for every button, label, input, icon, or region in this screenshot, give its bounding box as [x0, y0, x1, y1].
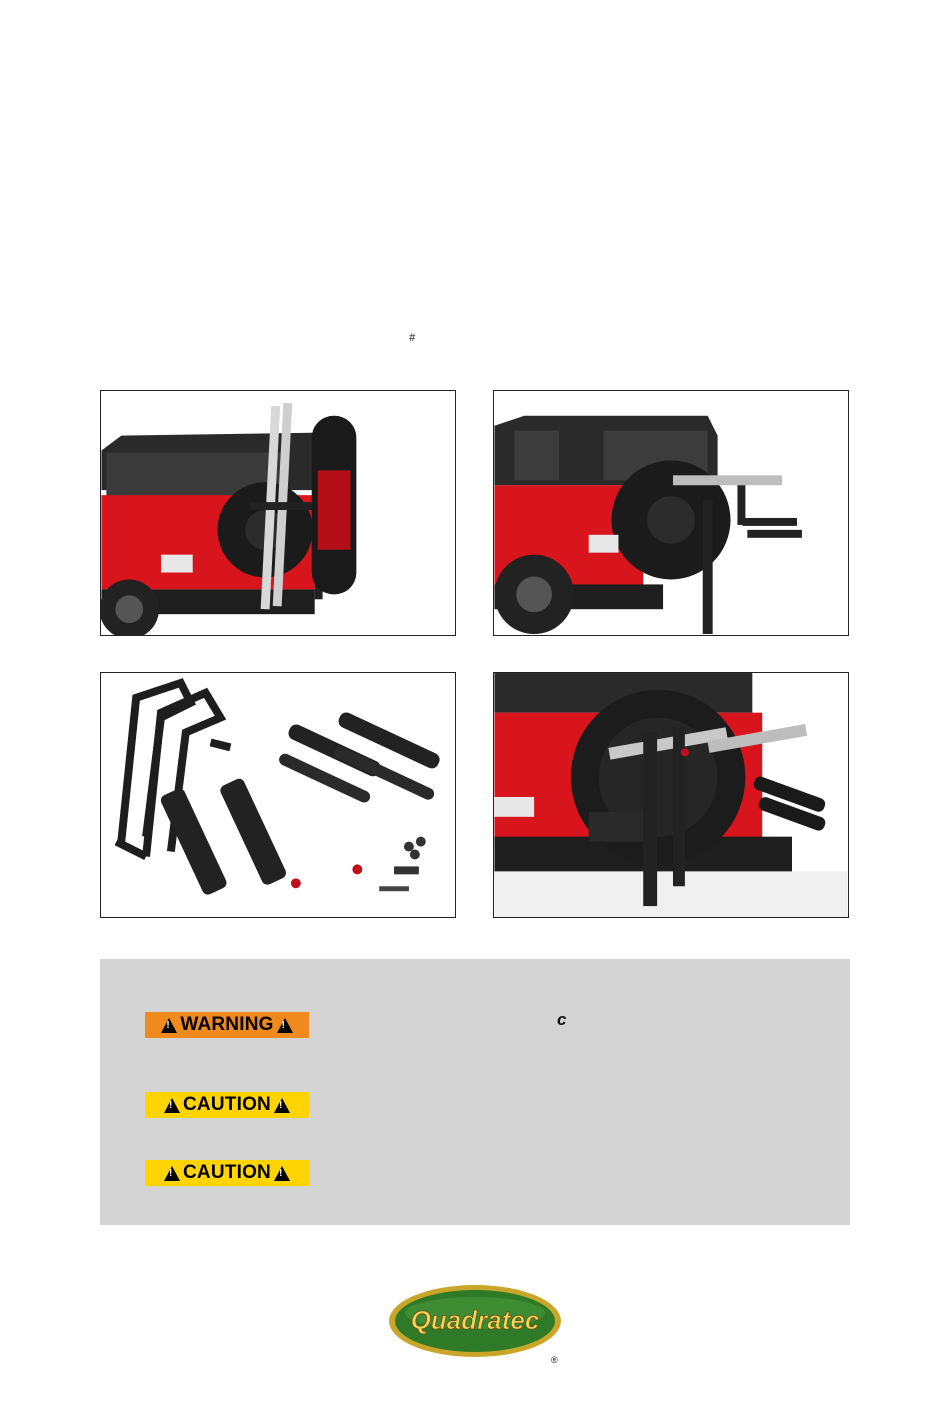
- caution-label: CAUTION: [183, 1162, 271, 1183]
- registered-mark: ®: [551, 1355, 558, 1365]
- photo-bike-rack-on-jeep: [493, 390, 849, 636]
- safety-notice-panel: [100, 959, 850, 1225]
- quadratec-logo: [387, 1283, 563, 1359]
- parts-kit-illustration: [101, 673, 455, 917]
- logo-text: Quadratec: [410, 1305, 540, 1335]
- warning-label: WARNING: [180, 1014, 274, 1035]
- alert-triangle-icon: [274, 1098, 290, 1113]
- photo-rack-parts-kit: [100, 672, 456, 918]
- alert-triangle-icon: [164, 1166, 180, 1181]
- photo-ski-rack-on-jeep: [100, 390, 456, 636]
- caution-label: CAUTION: [183, 1094, 271, 1115]
- photo-rack-closeup-on-spare-tire: [493, 672, 849, 918]
- caution-badge-2: [145, 1160, 309, 1186]
- warning-badge: [145, 1012, 309, 1038]
- alert-triangle-icon: [274, 1166, 290, 1181]
- c-mark: c: [557, 1010, 567, 1029]
- ski-rack-illustration: [101, 391, 455, 635]
- alert-triangle-icon: [277, 1018, 293, 1033]
- alert-triangle-icon: [161, 1018, 177, 1033]
- bike-rack-illustration: [494, 391, 848, 635]
- hash-mark: #: [409, 332, 416, 344]
- caution-badge-1: [145, 1092, 309, 1118]
- alert-triangle-icon: [164, 1098, 180, 1113]
- rack-closeup-illustration: [494, 673, 848, 917]
